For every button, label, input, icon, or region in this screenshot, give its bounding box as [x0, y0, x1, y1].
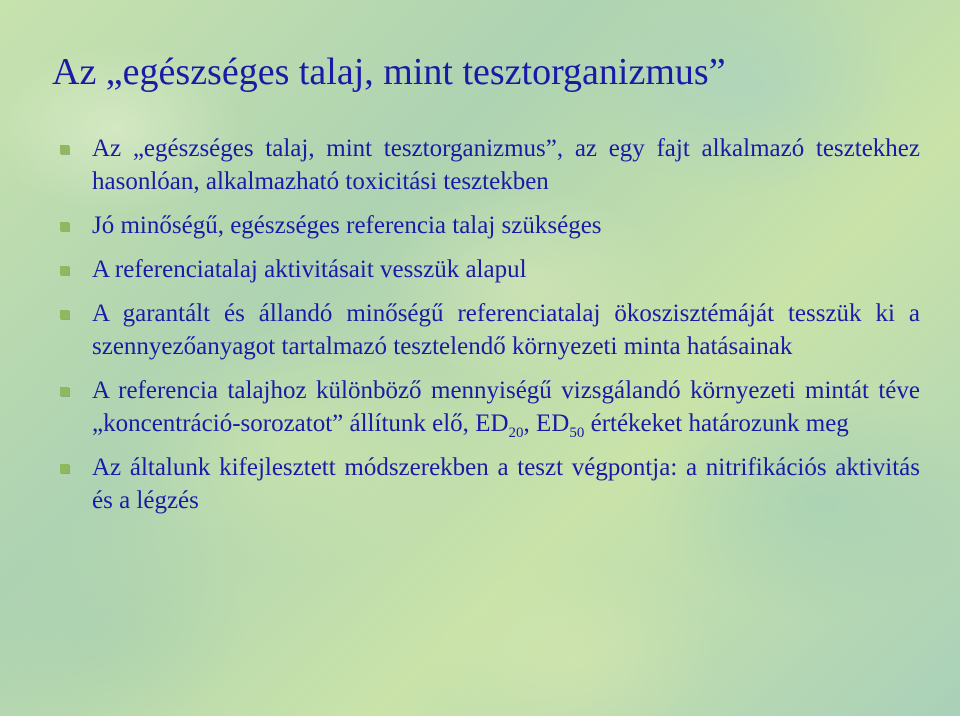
bullet-item-3 — [60, 253, 920, 286]
bullet-item-4 — [60, 297, 920, 363]
ed20-subscript: 20 — [508, 425, 524, 441]
square-bullet-icon — [60, 310, 69, 319]
bullet-item-2 — [60, 209, 920, 242]
bullet-text-before: A referencia talajhoz különböző mennyiségű vizsgálandó környezeti mintát téve „koncentráció-sorozatot” állítunk elő, — [92, 377, 920, 437]
bullet-text-after: értékeket határozunk meg — [584, 410, 849, 437]
ed-separator: , — [523, 410, 537, 437]
bullet-text: A referenciatalaj aktivitásait vesszük alapul — [92, 256, 527, 283]
bullet-text: Az általunk kifejlesztett módszerekben a teszt végpontja: a nitrifikációs aktivitás és a légzés — [92, 454, 920, 514]
bullet-text — [92, 377, 920, 441]
bullet-text: Az „egészséges talaj, mint tesztorganizmus”, az egy fajt alkalmazó tesztekhez hasonlóan, alkalmazható toxicitási tesztekben — [92, 135, 920, 195]
square-bullet-icon — [60, 387, 69, 396]
ed50-label: ED — [536, 410, 570, 437]
square-bullet-icon — [60, 145, 69, 154]
square-bullet-icon — [60, 464, 69, 473]
ed20-label: ED — [475, 410, 509, 437]
bullet-text: Jó minőségű, egészséges referencia talaj szükséges — [92, 212, 602, 239]
bullet-item-5 — [60, 374, 920, 440]
bullet-list — [60, 132, 920, 528]
bullet-text: A garantált és állandó minőségű referenciatalaj ökoszisztémáját tesszük ki a szennyezőanyagot tartalmazó tesztelendő környezeti minta hatásainak — [92, 300, 920, 360]
bullet-item-6 — [60, 451, 920, 517]
ed50-subscript: 50 — [569, 425, 585, 441]
square-bullet-icon — [60, 222, 69, 231]
square-bullet-icon — [60, 266, 69, 275]
bullet-item-1 — [60, 132, 920, 198]
slide-title: Az „egészséges talaj, mint tesztorganizmus” — [52, 51, 726, 93]
